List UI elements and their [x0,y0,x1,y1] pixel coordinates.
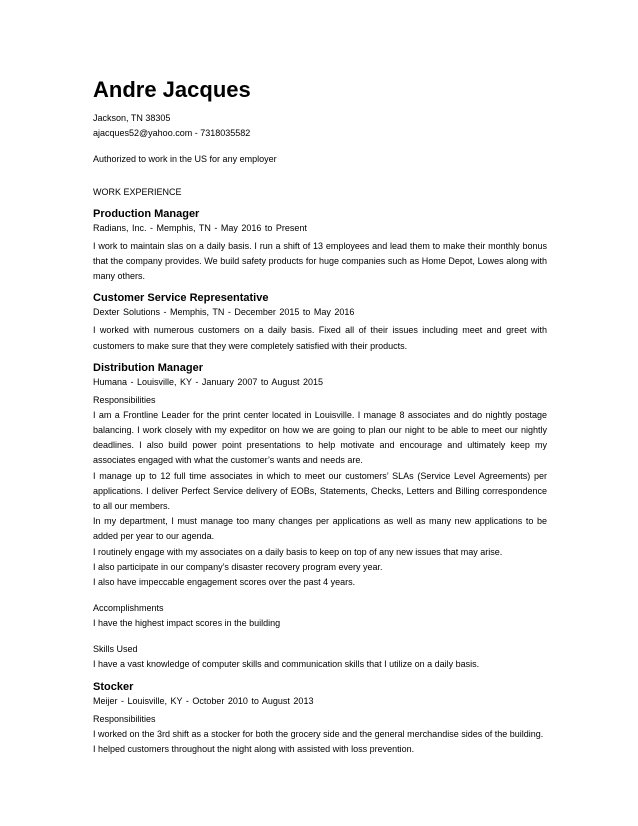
job-meta: Radians, Inc. - Memphis, TN - May 2016 to Present [93,222,307,233]
responsibilities-label: Responsibilities [93,713,156,724]
job-entry [93,291,547,353]
job-meta: Meijer - Louisville, KY - October 2010 to August 2013 [93,695,314,706]
responsibilities-label: Responsibilities [93,394,156,405]
accomplishments-label: Accomplishments [93,603,164,614]
job-description: I worked on the 3rd shift as a stocker for both the grocery side and the general merchandise sides of the building. [93,728,544,739]
job-entry [93,680,547,757]
work-authorization: Authorized to work in the US for any employer [93,154,277,165]
job-entry [93,207,547,285]
accomplishments-text: I have the highest impact scores in the building [93,618,281,629]
job-title: Stocker [93,680,134,693]
skills-text: I have a vast knowledge of computer skills and communication skills that I utilize on a daily basis. [93,659,480,670]
section-title-work-experience: WORK EXPERIENCE [93,186,182,197]
candidate-name: Andre Jacques [93,77,251,102]
job-meta: Humana - Louisville, KY - January 2007 to August 2015 [93,376,323,387]
job-description: In my department, I must manage too many changes per applications as well as many new applications to be added per year to our agenda. [93,516,547,542]
job-meta: Dexter Solutions - Memphis, TN - December 2015 to May 2016 [93,307,355,318]
candidate-contact: ajacques52@yahoo.com - 7318035582 [93,128,251,139]
job-description: I am a Frontline Leader for the print center located in Louisville. I manage 8 associates and do nightly postage balancing. I work closely with my expeditor on how we are going to plan our night to be able to meet our nightly deadlines. I also build power point presentations to help motivate and encourage and ultimately keep my associates engaged with what the customer’s wants and needs are. [93,409,547,466]
job-entry [93,361,547,673]
job-title: Customer Service Representative [93,292,269,305]
job-title: Production Manager [93,207,200,220]
job-description: I also have impeccable engagement scores over the past 4 years. [93,577,356,588]
resume-page [93,76,547,757]
job-title: Distribution Manager [93,361,204,374]
job-description: I helped customers throughout the night along with assisted with loss prevention. [93,743,415,754]
skills-label: Skills Used [93,644,138,655]
job-description: I manage up to 12 full time associates in which to meet our customers’ SLAs (Service Level Agreements) per applications. I deliver Perfect Service delivery of EOBs, Statements, Checks, Letters and Billing correspondence to all our members. [93,470,547,512]
candidate-location: Jackson, TN 38305 [93,113,171,123]
job-description: I routinely engage with my associates on a daily basis to keep on top of any new issues that may arise. [93,546,503,557]
job-description: I worked with numerous customers on a daily basis. Fixed all of their issues including meet and greet with customers to make sure that they were completely satisfied with their products. [93,325,547,351]
job-description: I also participate in our company’s disaster recovery program every year. [93,561,383,572]
job-description: I work to maintain slas on a daily basis. I run a shift of 13 employees and lead them to make their monthly bonus that the company provides. We build safety products for huge companies such as Home Depot, Lowes along with many others. [93,240,547,282]
